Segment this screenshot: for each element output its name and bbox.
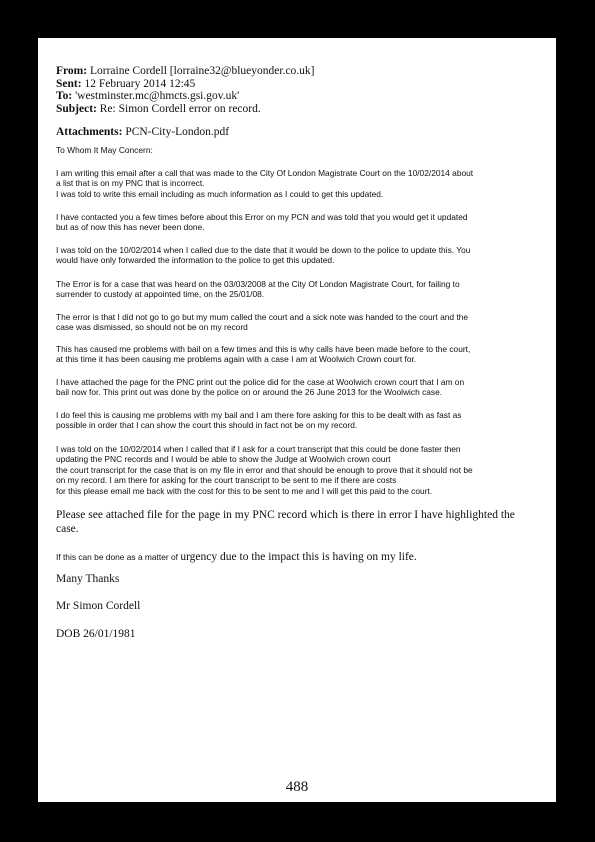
page-number: 488	[285, 779, 309, 795]
attachments-line: Attachments: PCN-City-London.pdf	[56, 126, 230, 138]
paragraph-6: This has caused me problems with bail on a few times and this is why calls have been made before to the court, at this time it has been causing me problems again with a case I am at Woolwich Crown court for.	[56, 344, 471, 365]
paragraph-5: The error is that I did not go to go but my mum called the court and a sick note was handed to the court and the case was dismissed, so should not be on my record	[56, 312, 469, 333]
from-line: From: Lorraine Cordell [lorraine32@blueyonder.co.uk]	[56, 65, 315, 77]
paragraph-4: The Error is for a case that was heard on the 03/03/2008 at the City Of London Magistrate Court, for failing to surrender to custody at appointed time, on the 25/01/08.	[56, 279, 460, 300]
paragraph-9: I was told on the 10/02/2014 when I called that if I ask for a court transcript that this could be done faster then updating the PNC records and I would be able to show the Judge at Woolwich crown court the court transcript for the case that is on my file in error and that should be enough to prove that it should not be on my record. I am there for asking for the court transcript to be sent to me if there are costs for this please email me back with the cost for this to be sent to me and I will get this paid to the court.	[56, 444, 473, 496]
sent-line: Sent: 12 February 2014 12:45	[56, 77, 196, 90]
to-line: To: 'westminster.mc@hmcts.gsi.gov.uk'	[56, 90, 240, 102]
paragraph-3: I was told on the 10/02/2014 when I called due to the date that it would be down to the police to update this. You would have only forwarded the information to the police to get this updated.	[56, 245, 471, 266]
greeting: To Whom It May Concern:	[56, 145, 153, 155]
date-of-birth: DOB 26/01/1981	[56, 628, 136, 640]
paragraph-7: I have attached the page for the PNC print out the police did for the case at Woolwich crown court that I am on bail now for. This print out was done by the police on or around the 26 June 2013 for the Woolwich case.	[56, 377, 465, 398]
document-page	[38, 38, 556, 802]
paragraph-1: I am writing this email after a call that was made to the City Of London Magistrate Court on the 10/02/2014 about a list that is on my PNC that is incorrect. I was told to write this email including as much information as I could to get this updated.	[56, 168, 474, 199]
paragraph-8: I do feel this is causing me problems with my bail and I am there fore asking for this to be dealt with as fast as possible in order that I can show the court this should in fact not be on my record.	[56, 410, 462, 431]
sign-off: Many Thanks	[56, 573, 120, 585]
email-header	[56, 65, 315, 139]
sender-name: Mr Simon Cordell	[56, 600, 141, 612]
paragraph-10: Please see attached file for the page in my PNC record which is there in error I have highlighted the case.	[56, 509, 515, 535]
paragraph-2: I have contacted you a few times before about this Error on my PCN and was told that you would get it updated but as of now this has never been done.	[56, 212, 468, 233]
paragraph-11: If this can be done as a matter of urgency due to the impact this is having on my life.	[56, 551, 417, 563]
subject-line: Subject: Re: Simon Cordell error on record.	[56, 102, 261, 115]
